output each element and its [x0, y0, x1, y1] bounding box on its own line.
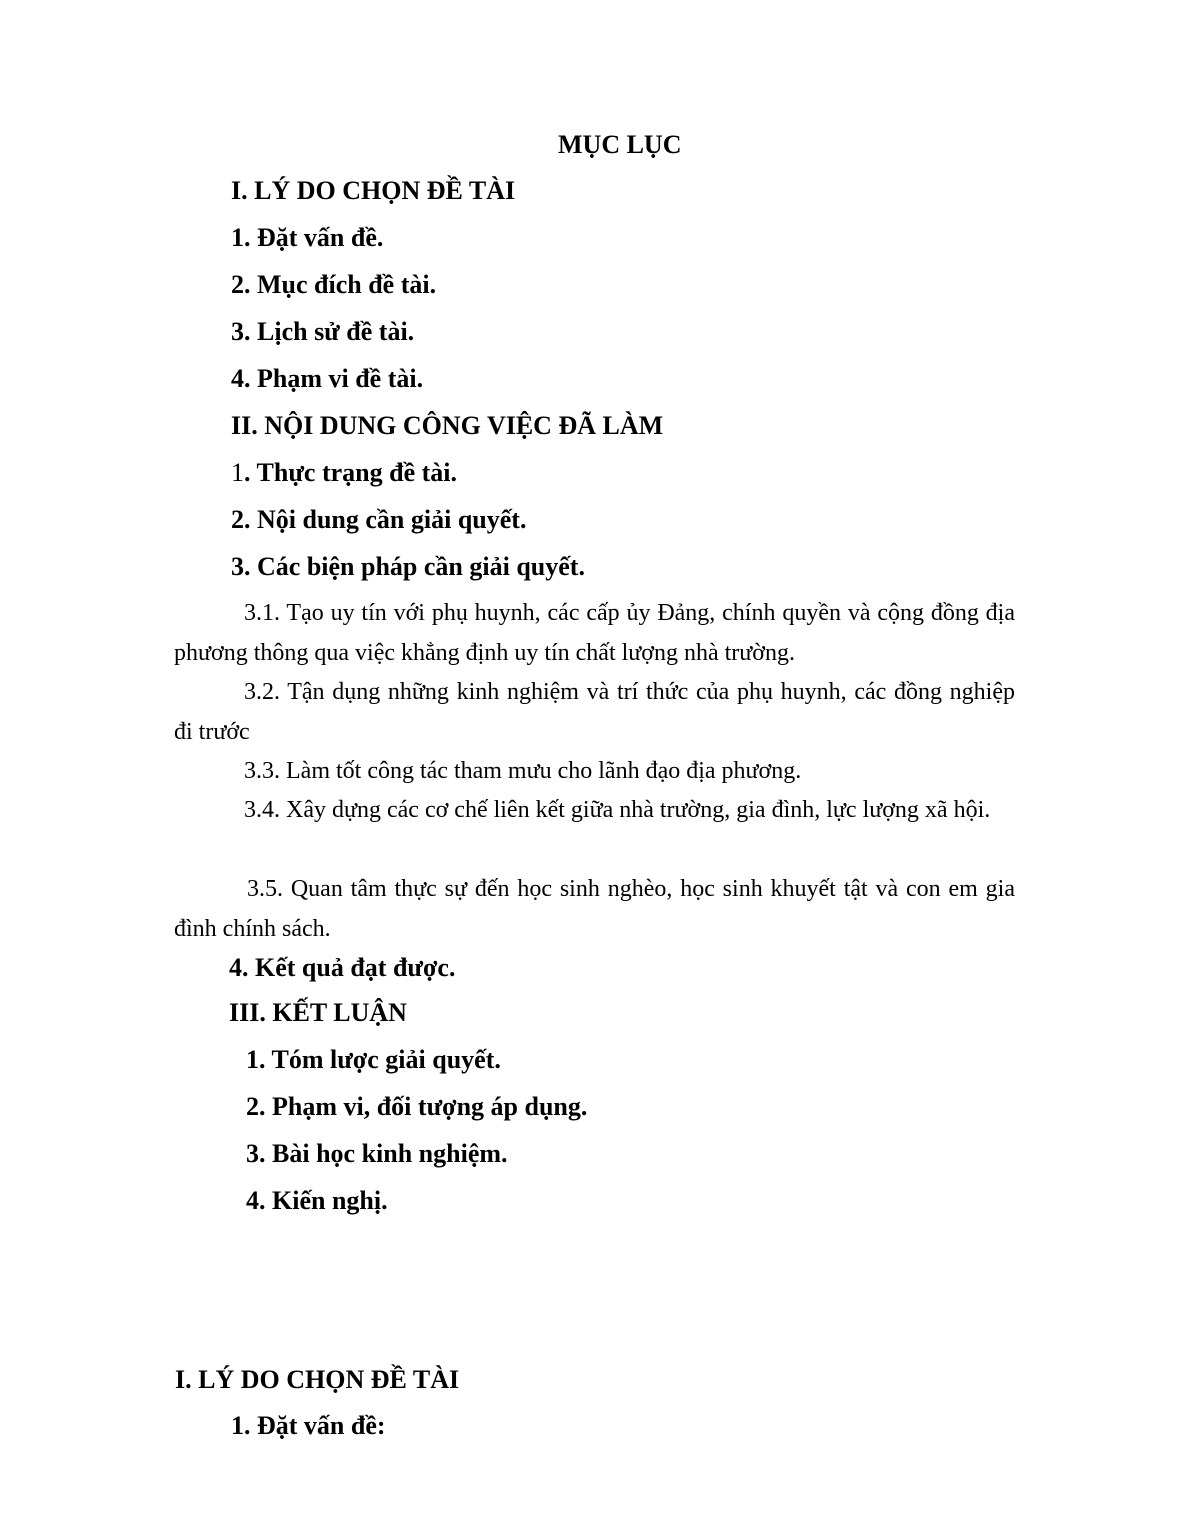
toc-item-number: 1	[231, 458, 244, 487]
toc-subitem	[174, 673, 1015, 752]
toc-item: 3. Bài học kinh nghiệm.	[246, 1139, 508, 1168]
toc-section-3-heading: III. KẾT LUẬN	[229, 998, 407, 1027]
toc-item: 1. Đặt vấn đề.	[231, 223, 384, 252]
toc-subitem-text: 3.4. Xây dựng các cơ chế liên kết giữa nhà trường, gia đình, lực lượng xã hội.	[244, 797, 991, 823]
toc-item	[231, 458, 457, 488]
toc-subitem-text: 3.3. Làm tốt công tác tham mưu cho lãnh đạo địa phương.	[244, 758, 802, 784]
toc-subitem	[174, 870, 1015, 949]
toc-section-2-heading: II. NỘI DUNG CÔNG VIỆC ĐÃ LÀM	[231, 411, 664, 440]
toc-item: 4. Kết quả đạt được.	[229, 953, 456, 982]
body-subheading: 1. Đặt vấn đề:	[231, 1411, 386, 1440]
toc-item: 3. Lịch sử đề tài.	[231, 317, 415, 346]
toc-subitem	[174, 791, 1015, 831]
toc-item: 2. Nội dung cần giải quyết.	[231, 505, 527, 534]
toc-subitem	[174, 594, 1015, 673]
toc-title: MỤC LỤC	[558, 130, 682, 159]
toc-item: 2. Phạm vi, đối tượng áp dụng.	[246, 1092, 588, 1121]
toc-item: 1. Tóm lược giải quyết.	[246, 1045, 501, 1074]
toc-item: 3. Các biện pháp cần giải quyết.	[231, 552, 585, 581]
toc-item: 4. Kiến nghị.	[246, 1186, 388, 1215]
toc-item: 4. Phạm vi đề tài.	[231, 364, 424, 393]
toc-subitem-text: 3.5. Quan tâm thực sự đến học sinh nghèo, học sinh khuyết tật và con em gia đình chính sách.	[174, 876, 1015, 942]
toc-section-1-heading: I. LÝ DO CHỌN ĐỀ TÀI	[231, 176, 516, 205]
body-heading: I. LÝ DO CHỌN ĐỀ TÀI	[175, 1365, 460, 1394]
toc-subitem-text: 3.1. Tạo uy tín với phụ huynh, các cấp ủy Đảng, chính quyền và cộng đồng địa phương thông qua việc khẳng định uy tín chất lượng nhà trường.	[174, 600, 1015, 666]
toc-subitem-text: 3.2. Tận dụng những kinh nghiệm và trí thức của phụ huynh, các đồng nghiệp đi trước	[174, 679, 1015, 745]
toc-item-text: . Thực trạng đề tài.	[244, 458, 458, 487]
toc-subitem	[174, 752, 1015, 792]
toc-item: 2. Mục đích đề tài.	[231, 270, 437, 299]
